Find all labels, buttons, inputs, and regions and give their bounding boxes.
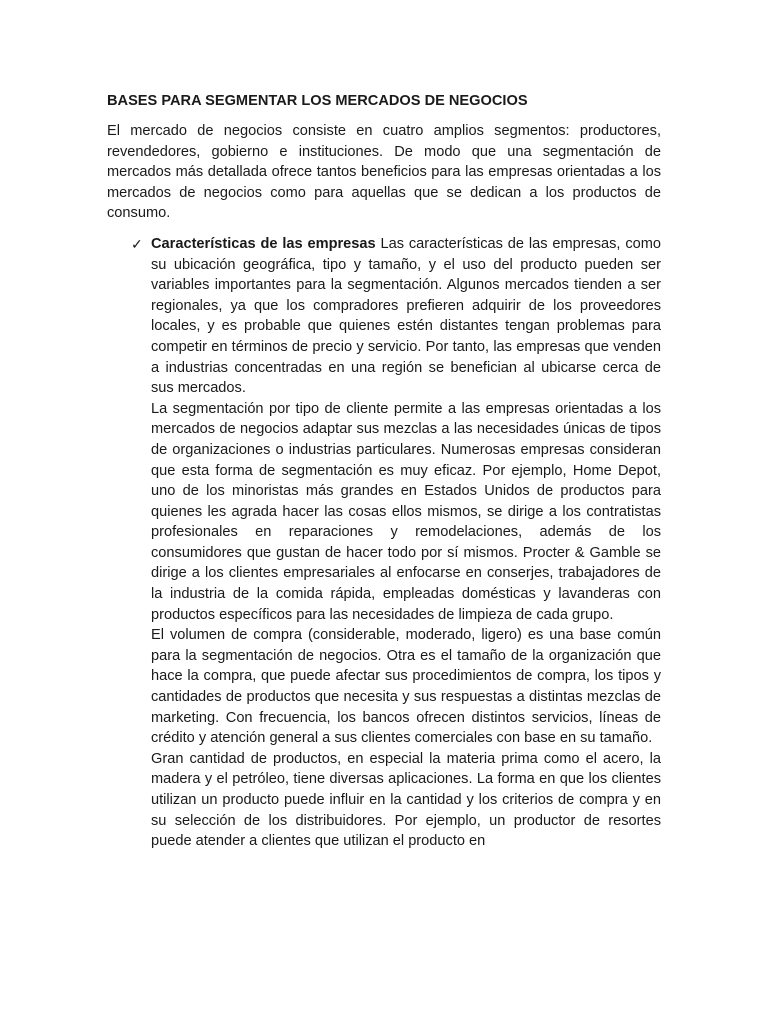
checkmark-icon: ✓: [131, 235, 143, 252]
intro-paragraph: El mercado de negocios consiste en cuatro amplios segmentos: productores, revendedores, gobierno e instituciones. De modo que una segmentación de mercados más detallada ofrece tantos beneficios para las empresas orientadas a los mercados de negocios como para aquellas que se dedican a los productos de consumo.: [107, 123, 661, 222]
document-heading: BASES PARA SEGMENTAR LOS MERCADOS DE NEGOCIOS: [107, 93, 528, 109]
bullet-text: Las características de las empresas, como su ubicación geográfica, tipo y tamaño, y el uso del producto pueden ser variables importantes para la segmentación. Algunos mercados tienden a ser regionales, ya que los compradores prefieren adquirir de los proveedores locales, y es probable que quienes estén distantes tengan problemas para competir en términos de precio y servicio. Por tanto, las empresas que venden a industrias concentradas en una región se benefician al ubicarse cerca de sus mercados.: [151, 235, 662, 397]
bullet-paragraph: [151, 234, 661, 399]
paragraph-customer-type: La segmentación por tipo de cliente permite a las empresas orientadas a los mercados de negocios adaptar sus mezclas a las necesidades únicas de tipos de organizaciones o industrias particulares. Numerosas empresas consideran que esta forma de segmentación es muy eficaz. Por ejemplo, Home Depot, uno de los minoristas más grandes en Estados Unidos de productos para quienes les agrada hacer las cosas ellos mismos, se dirige a los contratistas profesionales en reparaciones y remodelaciones, además de los consumidores que gustan de hacer todo por sí mismos. Procter & Gamble se dirige a los clientes empresariales al enfocarse en conserjes, trabajadores de la industria de la comida rápida, empleadas domésticas y lavanderas con productos específicos para las necesidades de limpieza de cada grupo.: [151, 400, 661, 623]
bullet-lead: Características de las empresas: [151, 235, 376, 252]
paragraph-product-use: Gran cantidad de productos, en especial la materia prima como el acero, la madera y el petróleo, tiene diversas aplicaciones. La forma en que los clientes utilizan un producto puede influir en la cantidad y los criterios de compra y en su selección de los distribuidores. Por ejemplo, un productor de resortes puede atender a clientes que utilizan el producto en: [151, 750, 661, 850]
document-page: [107, 91, 661, 852]
paragraph-purchase-volume: El volumen de compra (considerable, moderado, ligero) es una base común para la segmentación de negocios. Otra es el tamaño de la organización que hace la compra, que puede afectar sus procedimientos de compra, los tipos y cantidades de productos que necesita y sus respuestas a distintas mezclas de marketing. Con frecuencia, los bancos ofrecen distintos servicios, líneas de crédito y atención general a sus clientes comerciales con base en su tamaño.: [151, 627, 661, 747]
bullet-section: [131, 234, 662, 852]
